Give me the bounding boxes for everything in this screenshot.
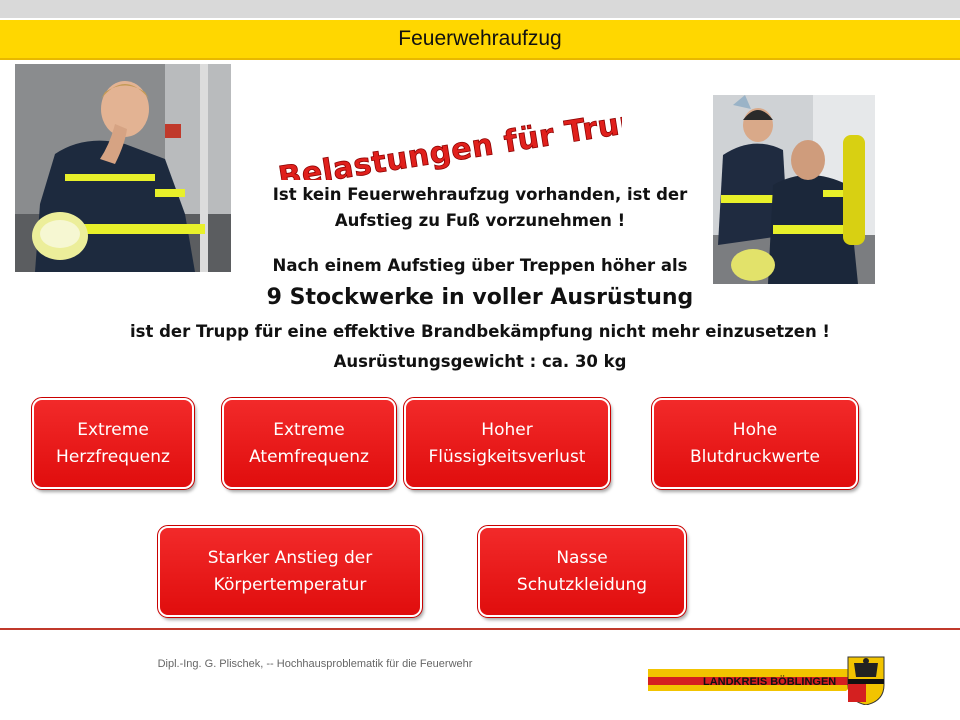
card-wet-clothing (478, 526, 686, 617)
text-equipment-weight: Ausrüstungsgewicht : ca. 30 kg (333, 352, 627, 371)
card-wet-clothing-line2: Schutzkleidung (516, 574, 648, 595)
text-no-elevator (0, 182, 960, 234)
text-line-1a: Ist kein Feuerwehraufzug vorhanden, ist der (272, 185, 688, 204)
text-line-2: Nach einem Aufstieg über Treppen höher als (272, 256, 688, 275)
top-strip (0, 0, 960, 18)
header-title: Feuerwehraufzug (398, 27, 562, 50)
coat-of-arms-icon (848, 657, 884, 705)
card-fluid-loss-line1: Hoher (481, 419, 533, 440)
headline-wordart (262, 90, 622, 180)
card-blood-pressure (652, 398, 858, 489)
logo-text: LANDKREIS BÖBLINGEN (703, 676, 837, 688)
footer-divider (0, 628, 960, 630)
headline-text: Belastungen für Trupps (276, 97, 622, 180)
card-breathing-rate-line1: Extreme (273, 419, 345, 440)
photo-firefighter-left (15, 64, 231, 272)
card-breathing-rate-line2: Atemfrequenz (249, 446, 369, 467)
card-breathing-rate (222, 398, 396, 489)
landkreis-logo (648, 655, 938, 705)
card-body-temperature-line1: Starker Anstieg der (207, 547, 373, 568)
card-wet-clothing-line1: Nasse (556, 547, 608, 568)
card-fluid-loss (404, 398, 610, 489)
footer-author: Dipl.-Ing. G. Plischek, -- Hochhausproblematik für die Feuerwehr (157, 658, 473, 670)
card-heart-rate (32, 398, 194, 489)
card-heart-rate-line1: Extreme (77, 419, 149, 440)
text-line-1b: Aufstieg zu Fuß vorzunehmen ! (334, 211, 626, 230)
card-heart-rate-line2: Herzfrequenz (56, 446, 170, 467)
text-line-4: ist der Trupp für eine effektive Brandbekämpfung nicht mehr einzusetzen ! (130, 322, 830, 341)
slide-header (0, 20, 960, 60)
card-blood-pressure-line1: Hohe (732, 419, 778, 440)
text-emphasis-floors: 9 Stockwerke in voller Ausrüstung (266, 285, 694, 310)
card-blood-pressure-line2: Blutdruckwerte (689, 446, 821, 467)
card-body-temperature-line2: Körpertemperatur (213, 574, 367, 595)
card-fluid-loss-line2: Flüssigkeitsverlust (428, 446, 586, 467)
card-body-temperature (158, 526, 422, 617)
